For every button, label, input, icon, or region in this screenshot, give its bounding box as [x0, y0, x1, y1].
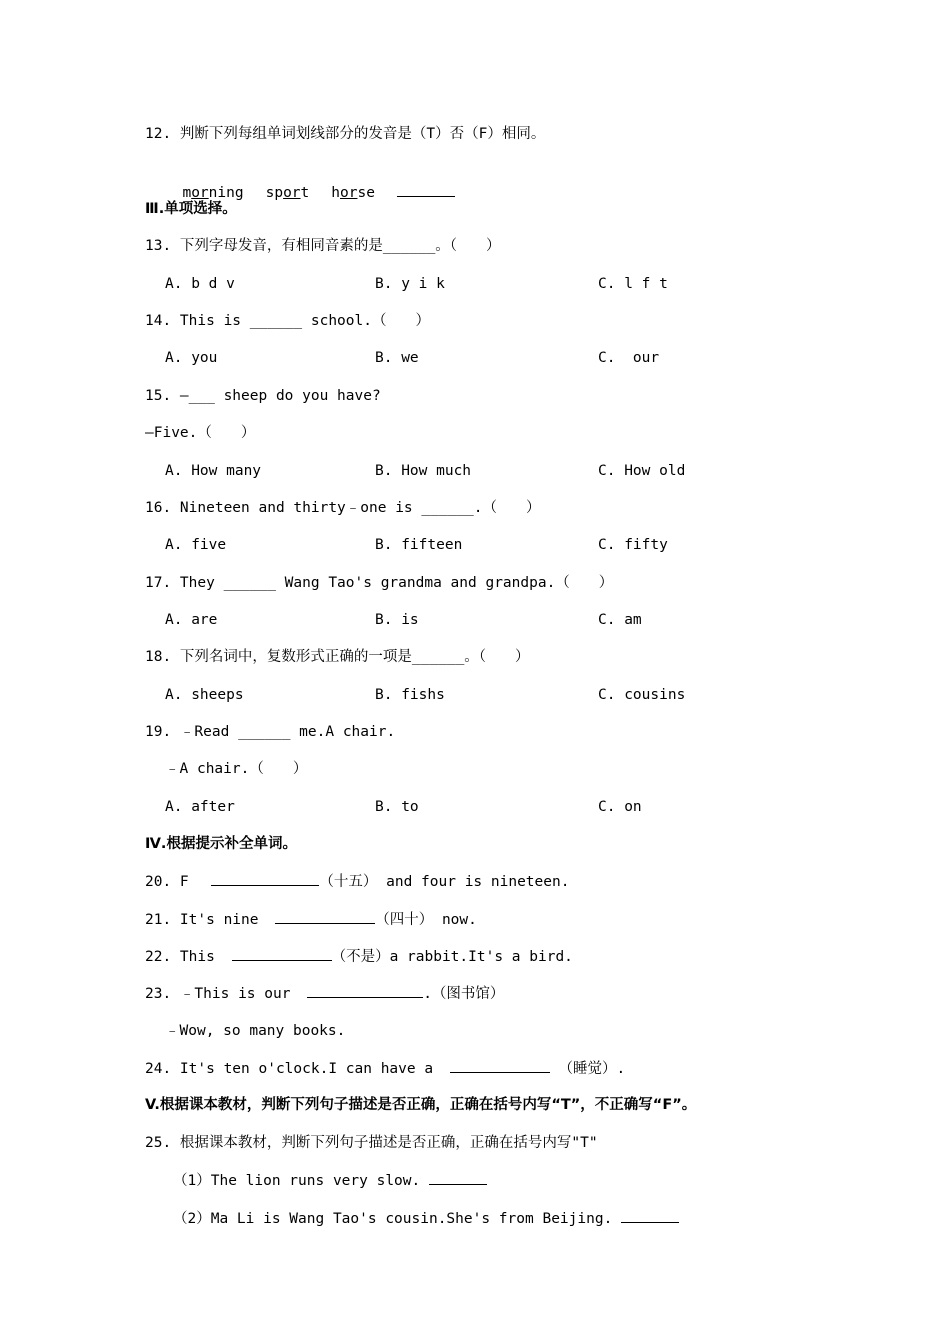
q16-option-a[interactable]: A. five — [165, 537, 227, 553]
section-5-heading: V.根据课本教材，判断下列句子描述是否正确，正确在括号内写“T”，不正确写“F”。 — [145, 1097, 697, 1113]
q15-option-b[interactable]: B. How much — [375, 463, 472, 479]
q22-line: 22. This （不是）a rabbit.It's a bird. — [145, 946, 573, 967]
q23-line2: ﹣Wow, so many books. — [165, 1023, 346, 1039]
q23-answer-blank[interactable] — [307, 983, 423, 998]
q17-stem: 17. They ______ Wang Tao's grandma and grandpa.（ ） — [145, 575, 614, 591]
q15-line2: —Five.（ ） — [145, 425, 256, 441]
q12-answer-blank[interactable] — [397, 182, 455, 197]
q14-option-b[interactable]: B. we — [375, 350, 419, 366]
q15-stem: 15. —___ sheep do you have? — [145, 388, 381, 404]
q17-option-c[interactable]: C. am — [598, 612, 642, 628]
q12-words — [165, 162, 455, 203]
section-4-heading: Ⅳ.根据提示补全单词。 — [145, 836, 297, 852]
word-morning: morning — [182, 185, 244, 201]
q14-stem: 14. This is ______ school.（ ） — [145, 313, 430, 329]
q16-option-b[interactable]: B. fifteen — [375, 537, 463, 553]
q13-option-a[interactable]: A. b d v — [165, 276, 235, 292]
q14-option-a[interactable]: A. you — [165, 350, 218, 366]
q24-answer-blank[interactable] — [450, 1058, 550, 1073]
q13-stem: 13. 下列字母发音，有相同音素的是______。（ ） — [145, 238, 501, 254]
q25-1-answer-blank[interactable] — [429, 1170, 487, 1185]
q19-line2: ﹣A chair.（ ） — [165, 761, 308, 777]
q23-line: 23. ﹣This is our .（图书馆） — [145, 983, 504, 1004]
q20-line: 20. F （十五） and four is nineteen. — [145, 871, 569, 892]
q12-stem: 12. 判断下列每组单词划线部分的发音是（T）否（F）相同。 — [145, 126, 546, 142]
q15-option-c[interactable]: C. How old — [598, 463, 686, 479]
q21-answer-blank[interactable] — [275, 909, 375, 924]
q19-option-c[interactable]: C. on — [598, 799, 642, 815]
q16-option-c[interactable]: C. fifty — [598, 537, 668, 553]
q13-option-b[interactable]: B. y i k — [375, 276, 445, 292]
q18-stem: 18. 下列名词中，复数形式正确的一项是______。（ ） — [145, 649, 530, 665]
q19-stem: 19. ﹣Read ______ me.A chair. — [145, 724, 396, 740]
q19-option-a[interactable]: A. after — [165, 799, 235, 815]
q24-line: 24. It's ten o'clock.I can have a （睡觉）. — [145, 1058, 625, 1079]
q25-2-answer-blank[interactable] — [621, 1208, 679, 1223]
q18-option-b[interactable]: B. fishs — [375, 687, 445, 703]
q15-option-a[interactable]: A. How many — [165, 463, 262, 479]
q20-answer-blank[interactable] — [211, 871, 319, 886]
word-sport: sport — [265, 185, 310, 201]
q14-option-c[interactable]: C. our — [598, 350, 660, 366]
q17-option-b[interactable]: B. is — [375, 612, 419, 628]
q22-answer-blank[interactable] — [232, 946, 332, 961]
q18-option-a[interactable]: A. sheeps — [165, 687, 244, 703]
q21-line: 21. It's nine （四十） now. — [145, 909, 477, 930]
q13-option-c[interactable]: C. l f t — [598, 276, 668, 292]
word-horse: horse — [331, 185, 375, 201]
q16-stem: 16. Nineteen and thirty﹣one is ______.（ ） — [145, 500, 541, 516]
q25-stem: 25. 根据课本教材，判断下列句子描述是否正确，正确在括号内写"T" — [145, 1135, 598, 1151]
q19-option-b[interactable]: B. to — [375, 799, 419, 815]
q25-statement-1: （1）The lion runs very slow. — [173, 1170, 487, 1191]
section-3-heading: Ⅲ.单项选择。 — [145, 201, 237, 217]
q25-statement-2: （2）Ma Li is Wang Tao's cousin.She's from Beijing. — [173, 1208, 679, 1229]
q17-option-a[interactable]: A. are — [165, 612, 218, 628]
q18-option-c[interactable]: C. cousins — [598, 687, 686, 703]
